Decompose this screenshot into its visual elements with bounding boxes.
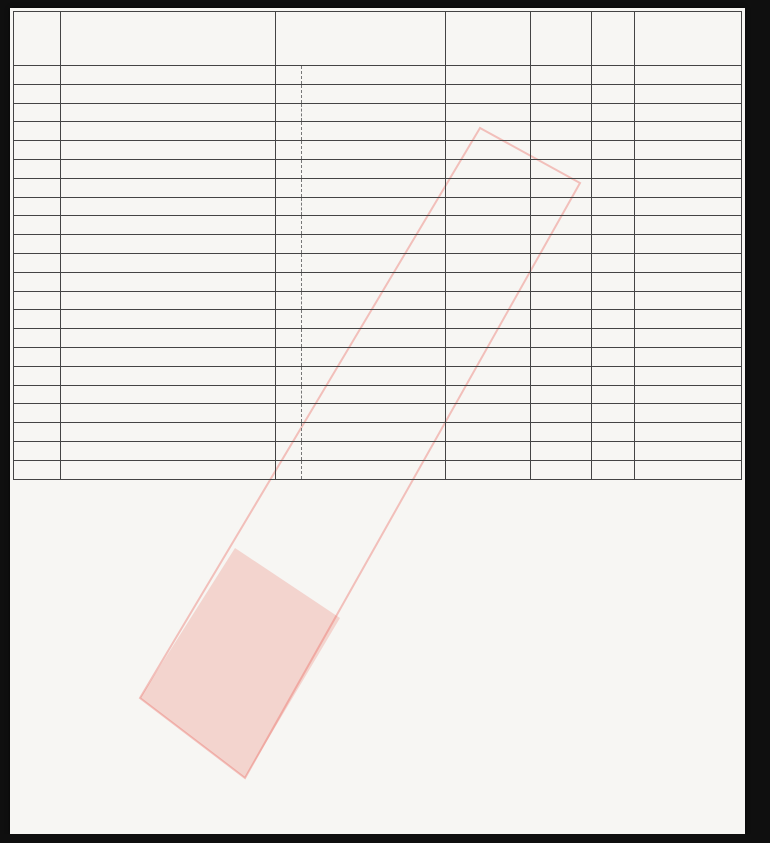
activity-cell (61, 122, 276, 141)
item-no-cell (14, 272, 61, 291)
description-cell (302, 66, 446, 85)
description-cell (302, 366, 446, 385)
unit-cost-cell (446, 159, 531, 178)
unit-cost-cell (446, 441, 531, 460)
description-cell (302, 329, 446, 348)
total-cost-cell (635, 197, 742, 216)
table-row (14, 423, 742, 442)
count-cell (276, 122, 302, 141)
activity-cell (61, 404, 276, 423)
description-cell (302, 347, 446, 366)
unit-cost-cell (446, 84, 531, 103)
unit-cost-cell (446, 272, 531, 291)
activity-cell (61, 66, 276, 85)
count-cell (276, 84, 302, 103)
description-cell (302, 103, 446, 122)
qty-cell (592, 103, 635, 122)
total-cost-cell (635, 66, 742, 85)
table-row (14, 460, 742, 479)
table-row (14, 66, 742, 85)
qty-cell (592, 216, 635, 235)
qty-cell (592, 141, 635, 160)
days-cell (531, 272, 592, 291)
item-no-cell (14, 291, 61, 310)
activity-cell (61, 329, 276, 348)
total-cost-cell (635, 404, 742, 423)
table-row (14, 103, 742, 122)
count-cell (276, 159, 302, 178)
table-row (14, 329, 742, 348)
qty-cell (592, 253, 635, 272)
count-cell (276, 235, 302, 254)
count-cell (276, 66, 302, 85)
table-row (14, 347, 742, 366)
total-cost-cell (635, 141, 742, 160)
table-row (14, 122, 742, 141)
item-no-cell (14, 404, 61, 423)
item-no-cell (14, 103, 61, 122)
activity-cell (61, 347, 276, 366)
activity-cell (61, 253, 276, 272)
total-cost-cell (635, 103, 742, 122)
count-cell (276, 310, 302, 329)
budget-document (10, 8, 745, 834)
item-no-cell (14, 178, 61, 197)
qty-cell (592, 310, 635, 329)
qty-cell (592, 460, 635, 479)
total-cost-cell (635, 441, 742, 460)
days-cell (531, 141, 592, 160)
description-cell (302, 291, 446, 310)
days-cell (531, 404, 592, 423)
qty-cell (592, 347, 635, 366)
table-row (14, 159, 742, 178)
count-cell (276, 216, 302, 235)
header-qty (592, 12, 635, 66)
description-cell (302, 441, 446, 460)
total-cost-cell (635, 385, 742, 404)
item-no-cell (14, 216, 61, 235)
days-cell (531, 366, 592, 385)
days-cell (531, 159, 592, 178)
activity-cell (61, 310, 276, 329)
table-row (14, 404, 742, 423)
item-no-cell (14, 441, 61, 460)
unit-cost-cell (446, 178, 531, 197)
count-cell (276, 197, 302, 216)
total-cost-cell (635, 235, 742, 254)
unit-cost-cell (446, 66, 531, 85)
item-no-cell (14, 253, 61, 272)
total-cost-cell (635, 178, 742, 197)
qty-cell (592, 366, 635, 385)
table-row (14, 310, 742, 329)
count-cell (276, 347, 302, 366)
budget-table (13, 11, 742, 480)
count-cell (276, 404, 302, 423)
count-cell (276, 178, 302, 197)
item-no-cell (14, 197, 61, 216)
total-cost-cell (635, 272, 742, 291)
days-cell (531, 310, 592, 329)
count-cell (276, 103, 302, 122)
table-row (14, 366, 742, 385)
item-no-cell (14, 141, 61, 160)
header-row (14, 12, 742, 66)
activity-cell (61, 159, 276, 178)
activity-cell (61, 366, 276, 385)
qty-cell (592, 178, 635, 197)
unit-cost-cell (446, 235, 531, 254)
bottom-edge (0, 834, 770, 843)
activity-cell (61, 385, 276, 404)
budget-rows (14, 66, 742, 480)
item-no-cell (14, 66, 61, 85)
description-cell (302, 460, 446, 479)
item-no-cell (14, 423, 61, 442)
activity-cell (61, 197, 276, 216)
description-cell (302, 272, 446, 291)
activity-cell (61, 103, 276, 122)
description-cell (302, 122, 446, 141)
description-cell (302, 216, 446, 235)
table-row (14, 141, 742, 160)
item-no-cell (14, 122, 61, 141)
header-total-cost (635, 12, 742, 66)
description-cell (302, 141, 446, 160)
item-no-cell (14, 385, 61, 404)
description-cell (302, 385, 446, 404)
qty-cell (592, 385, 635, 404)
activity-cell (61, 291, 276, 310)
qty-cell (592, 197, 635, 216)
header-item-no (14, 12, 61, 66)
total-cost-cell (635, 122, 742, 141)
days-cell (531, 385, 592, 404)
days-cell (531, 235, 592, 254)
count-cell (276, 385, 302, 404)
qty-cell (592, 423, 635, 442)
header-description (276, 12, 446, 66)
unit-cost-cell (446, 253, 531, 272)
total-cost-cell (635, 329, 742, 348)
header-activity (61, 12, 276, 66)
unit-cost-cell (446, 103, 531, 122)
total-cost-cell (635, 460, 742, 479)
item-no-cell (14, 347, 61, 366)
description-cell (302, 253, 446, 272)
unit-cost-cell (446, 385, 531, 404)
unit-cost-cell (446, 423, 531, 442)
qty-cell (592, 122, 635, 141)
activity-cell (61, 141, 276, 160)
description-cell (302, 310, 446, 329)
item-no-cell (14, 235, 61, 254)
activity-cell (61, 460, 276, 479)
total-cost-cell (635, 366, 742, 385)
unit-cost-cell (446, 366, 531, 385)
total-cost-cell (635, 159, 742, 178)
qty-cell (592, 159, 635, 178)
item-no-cell (14, 366, 61, 385)
table-row (14, 197, 742, 216)
days-cell (531, 291, 592, 310)
description-cell (302, 84, 446, 103)
total-cost-cell (635, 291, 742, 310)
days-cell (531, 103, 592, 122)
qty-cell (592, 291, 635, 310)
description-cell (302, 197, 446, 216)
description-cell (302, 159, 446, 178)
days-cell (531, 66, 592, 85)
unit-cost-cell (446, 122, 531, 141)
activity-cell (61, 235, 276, 254)
activity-cell (61, 272, 276, 291)
qty-cell (592, 441, 635, 460)
activity-cell (61, 216, 276, 235)
unit-cost-cell (446, 141, 531, 160)
header-unit-cost (446, 12, 531, 66)
unit-cost-cell (446, 310, 531, 329)
table-row (14, 253, 742, 272)
activity-cell (61, 84, 276, 103)
description-cell (302, 404, 446, 423)
count-cell (276, 329, 302, 348)
table-row (14, 235, 742, 254)
total-cost-cell (635, 347, 742, 366)
unit-cost-cell (446, 460, 531, 479)
count-cell (276, 366, 302, 385)
days-cell (531, 423, 592, 442)
count-cell (276, 460, 302, 479)
header-days (531, 12, 592, 66)
description-cell (302, 178, 446, 197)
days-cell (531, 197, 592, 216)
table-row (14, 178, 742, 197)
total-cost-cell (635, 253, 742, 272)
unit-cost-cell (446, 329, 531, 348)
activity-cell (61, 423, 276, 442)
unit-cost-cell (446, 216, 531, 235)
table-row (14, 441, 742, 460)
table-row (14, 291, 742, 310)
item-no-cell (14, 329, 61, 348)
watermark-band (140, 548, 340, 778)
qty-cell (592, 404, 635, 423)
count-cell (276, 423, 302, 442)
days-cell (531, 122, 592, 141)
qty-cell (592, 272, 635, 291)
unit-cost-cell (446, 404, 531, 423)
table-row (14, 84, 742, 103)
count-cell (276, 253, 302, 272)
activity-cell (61, 441, 276, 460)
days-cell (531, 460, 592, 479)
days-cell (531, 253, 592, 272)
table-row (14, 216, 742, 235)
days-cell (531, 347, 592, 366)
total-cost-cell (635, 423, 742, 442)
description-cell (302, 235, 446, 254)
table-row (14, 272, 742, 291)
item-no-cell (14, 310, 61, 329)
qty-cell (592, 235, 635, 254)
days-cell (531, 216, 592, 235)
qty-cell (592, 84, 635, 103)
days-cell (531, 178, 592, 197)
item-no-cell (14, 460, 61, 479)
unit-cost-cell (446, 347, 531, 366)
item-no-cell (14, 84, 61, 103)
qty-cell (592, 66, 635, 85)
unit-cost-cell (446, 291, 531, 310)
days-cell (531, 84, 592, 103)
days-cell (531, 441, 592, 460)
table-row (14, 385, 742, 404)
activity-cell (61, 178, 276, 197)
days-cell (531, 329, 592, 348)
count-cell (276, 272, 302, 291)
description-cell (302, 423, 446, 442)
total-cost-cell (635, 216, 742, 235)
total-cost-cell (635, 310, 742, 329)
count-cell (276, 291, 302, 310)
unit-cost-cell (446, 197, 531, 216)
count-cell (276, 441, 302, 460)
item-no-cell (14, 159, 61, 178)
count-cell (276, 141, 302, 160)
qty-cell (592, 329, 635, 348)
total-cost-cell (635, 84, 742, 103)
